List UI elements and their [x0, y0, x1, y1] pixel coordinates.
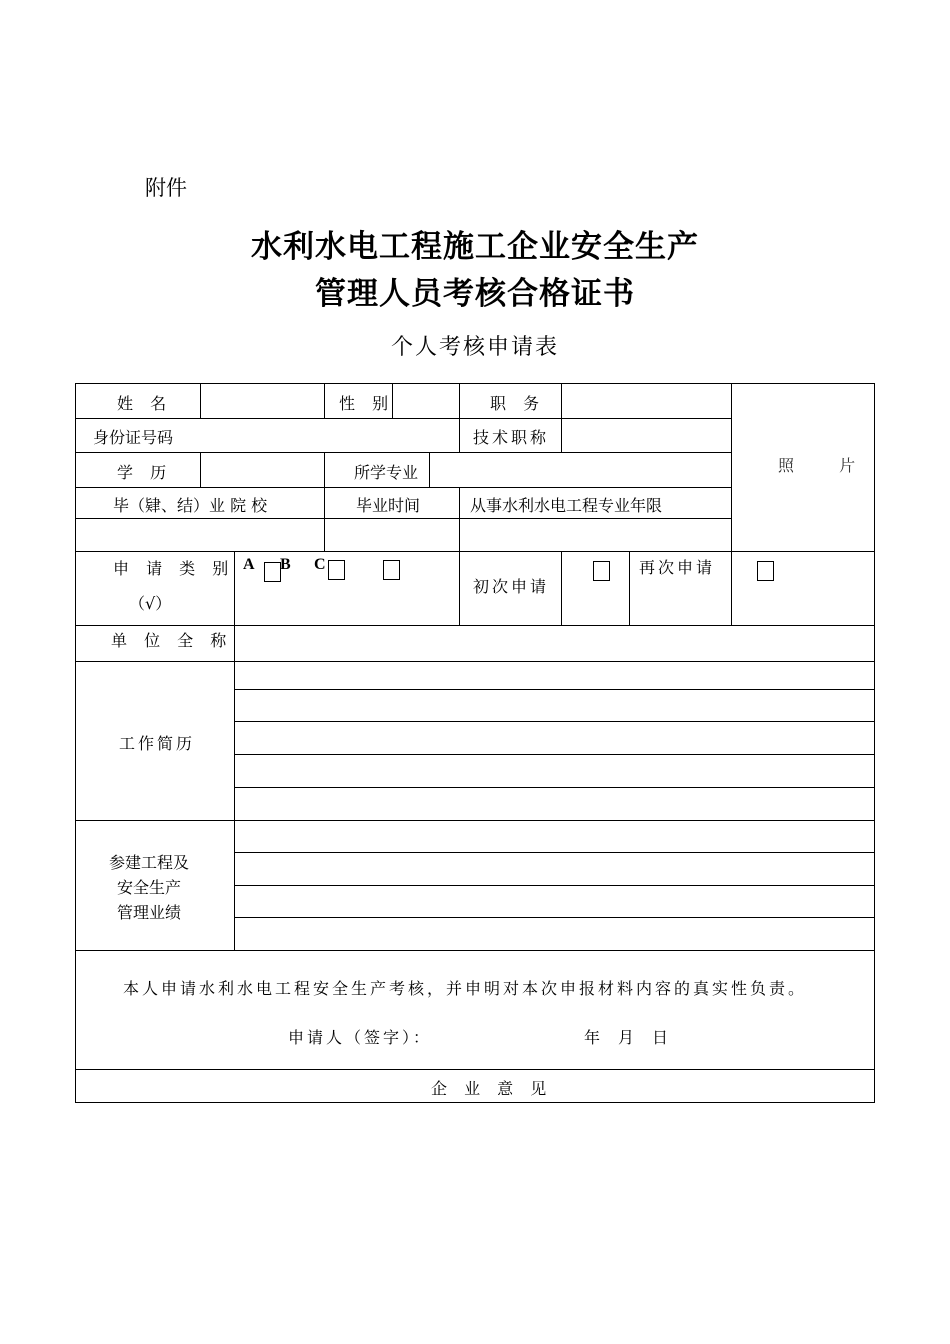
row-line	[75, 487, 731, 488]
col-line	[234, 551, 235, 950]
re-apply-checkbox[interactable]	[757, 561, 774, 581]
option-b-label: B	[280, 556, 291, 573]
row-line	[234, 852, 875, 853]
work-history-label: 工作简历	[119, 734, 196, 753]
date-year-label: 年	[584, 1028, 601, 1047]
col-line	[324, 383, 325, 418]
school-label: 毕（肄、结）业 院 校	[113, 496, 268, 515]
row-line	[75, 452, 731, 453]
re-apply-label: 再次申请	[639, 558, 716, 577]
col-line	[561, 383, 562, 452]
projects-label-line-1: 参建工程及	[109, 853, 190, 872]
education-label: 学 历	[117, 463, 173, 482]
title-line-2: 管理人员考核合格证书	[315, 276, 635, 312]
row-line	[75, 418, 731, 419]
col-line	[324, 452, 325, 551]
form-border-bottom	[75, 1102, 875, 1103]
photo-placeholder: 照 片	[778, 456, 876, 475]
signature-label: 申请人（签字）：	[288, 1028, 433, 1047]
row-line	[75, 1069, 875, 1070]
first-apply-checkbox[interactable]	[593, 561, 610, 581]
row-line	[75, 518, 731, 519]
option-a-label: A	[243, 556, 255, 573]
major-label: 所学专业	[354, 463, 419, 482]
col-line	[629, 551, 630, 625]
form-border-left	[75, 383, 76, 1103]
row-line	[234, 787, 875, 788]
row-line	[234, 721, 875, 722]
tech-title-label: 技术职称	[473, 428, 550, 447]
col-line	[459, 418, 460, 452]
row-line	[75, 551, 875, 552]
unit-name-label: 单 位 全 称	[111, 631, 233, 650]
row-line	[234, 754, 875, 755]
application-form	[75, 383, 875, 1103]
first-apply-label: 初次申请	[473, 577, 550, 596]
row-line	[75, 625, 875, 626]
col-line	[200, 383, 201, 418]
gender-label: 性 别	[339, 394, 395, 413]
option-c-label: C	[314, 556, 326, 573]
row-line	[234, 689, 875, 690]
years-label: 从事水利水电工程专业年限	[470, 496, 663, 515]
option-extra-checkbox[interactable]	[383, 560, 400, 580]
date-month-label: 月	[618, 1028, 635, 1047]
form-border-right	[874, 383, 875, 1103]
col-line	[429, 452, 430, 487]
form-border-top	[75, 383, 875, 384]
row-line	[75, 661, 875, 662]
col-line	[459, 551, 460, 625]
col-line	[459, 383, 460, 418]
col-line	[561, 551, 562, 625]
apply-check-label: （√）	[129, 594, 172, 613]
row-line	[75, 950, 875, 951]
row-line	[75, 820, 875, 821]
col-line	[731, 383, 732, 625]
projects-label-line-2: 安全生产	[117, 878, 182, 897]
option-c-checkbox[interactable]	[328, 560, 345, 580]
row-line	[234, 917, 875, 918]
col-line	[459, 487, 460, 551]
position-label: 职 务	[490, 394, 546, 413]
option-a-checkbox[interactable]	[264, 562, 281, 582]
attachment-label: 附件	[145, 176, 187, 200]
id-number-label: 身份证号码	[93, 428, 174, 447]
name-label: 姓 名	[117, 394, 173, 413]
col-line	[200, 452, 201, 487]
apply-type-label: 申 请 类 别	[113, 559, 235, 578]
form-subtitle: 个人考核申请表	[390, 335, 559, 360]
projects-label-line-3: 管理业绩	[117, 903, 182, 922]
declaration-text: 本人申请水利水电工程安全生产考核，并申明对本次申报材料内容的真实性负责。	[123, 979, 808, 998]
title-line-1: 水利水电工程施工企业安全生产	[251, 229, 699, 265]
date-day-label: 日	[652, 1028, 669, 1047]
row-line	[234, 885, 875, 886]
company-opinion-label: 企 业 意 见	[431, 1079, 553, 1098]
grad-time-label: 毕业时间	[356, 496, 421, 515]
